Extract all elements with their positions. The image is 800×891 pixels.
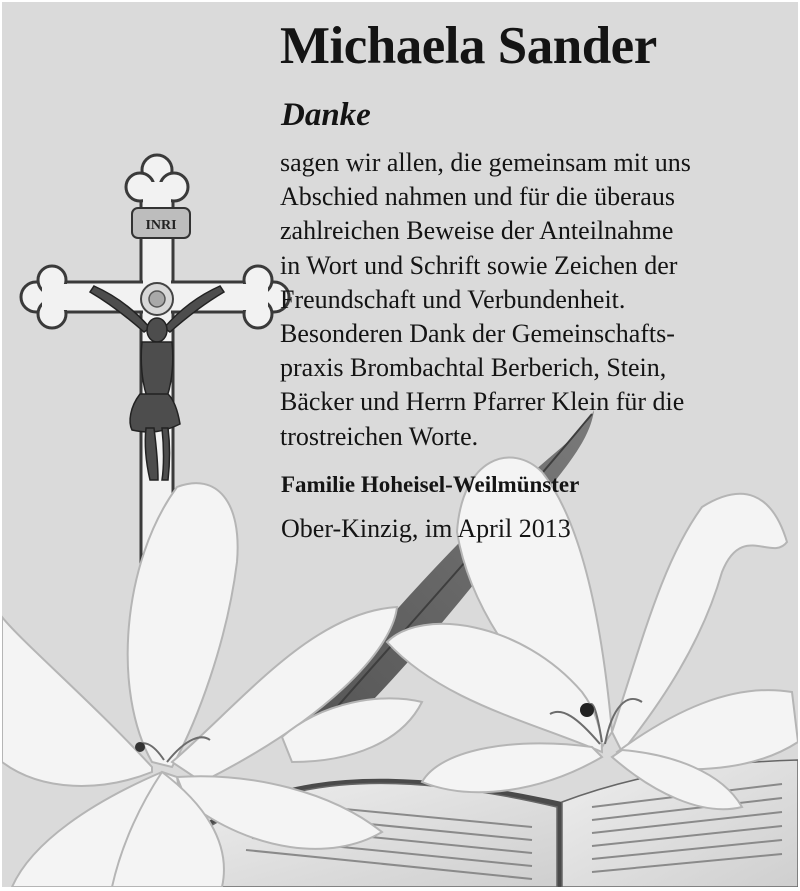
family-signature: Familie Hoheisel-Weilmünster	[281, 472, 580, 497]
thanks-heading: Danke	[281, 97, 371, 133]
body-line: praxis Brombachtal Berberich, Stein,	[280, 353, 667, 383]
crucifix-icon	[21, 155, 289, 582]
obituary-notice	[2, 2, 798, 887]
body-line: Abschied nahmen und für die überaus	[280, 182, 675, 212]
body-line: in Wort und Schrift sowie Zeichen der	[280, 250, 678, 280]
deceased-name: Michaela Sander	[280, 17, 657, 75]
body-line: trostreichen Worte.	[280, 421, 479, 451]
body-line: zahlreichen Beweise der Anteilnahme	[280, 216, 674, 246]
body-line: sagen wir allen, die gemeinsam mit uns	[280, 148, 691, 177]
body-line: Freundschaft und Verbundenheit.	[280, 284, 626, 314]
body-line: Bäcker und Herrn Pfarrer Klein für die	[280, 387, 685, 417]
inri-text: INRI	[145, 218, 177, 233]
thanks-body	[280, 146, 790, 454]
place-date: Ober-Kinzig, im April 2013	[281, 514, 571, 543]
body-line: Besonderen Dank der Gemeinschafts-	[280, 319, 675, 349]
